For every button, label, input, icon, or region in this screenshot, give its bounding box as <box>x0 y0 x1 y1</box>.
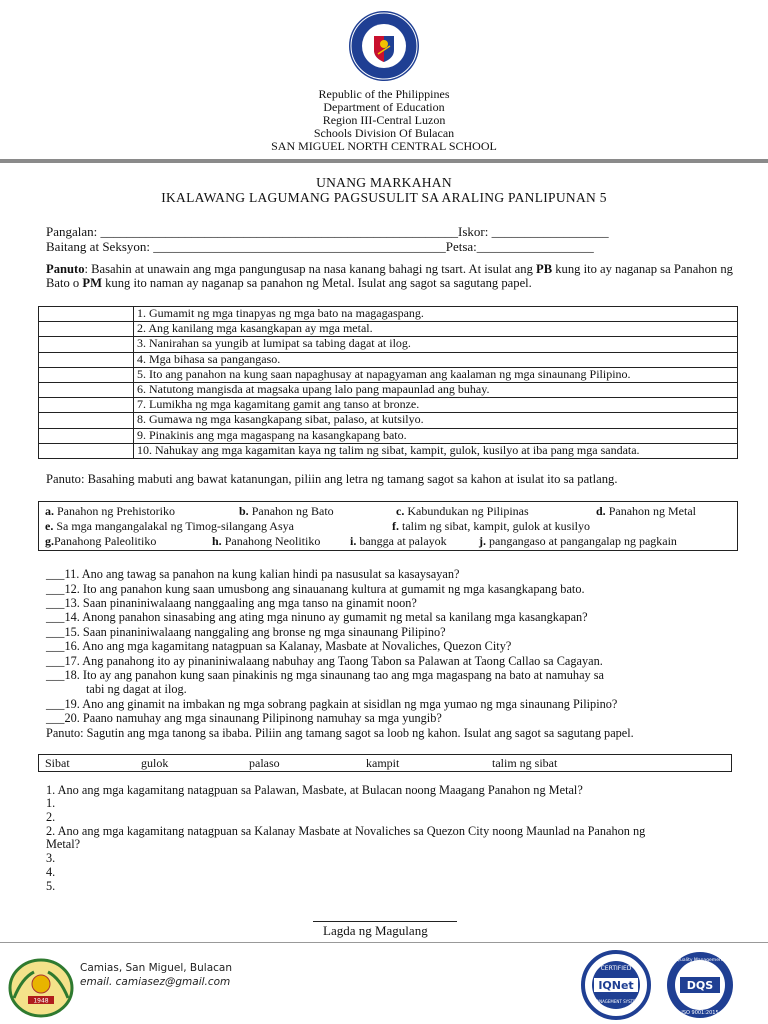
choice-text: Panahon ng Bato <box>248 504 334 518</box>
school-address: Camias, San Miguel, Bulacan <box>80 962 233 974</box>
question-19: ___19. Ano ang ginamit na imbakan ng mga sobrang pagkain at sisidlan ng mga yumao ng mga sinaunang Pilipino? <box>46 697 618 711</box>
choice-f <box>392 519 590 534</box>
statement: 8. Gumawa ng mga kasangkapang sibat, palaso, at kutsilyo. <box>134 413 738 428</box>
answer-line: 2. <box>46 810 56 824</box>
word-bank-item: gulok <box>141 756 169 770</box>
choice-letter: d. <box>596 504 606 518</box>
deped-seal-logo <box>348 10 420 82</box>
exam-quarter-title: UNANG MARKAHAN <box>316 175 452 190</box>
word-bank-item: palaso <box>249 756 280 770</box>
choice-letter: a. <box>45 504 54 518</box>
question-16: ___16. Ano ang mga kagamitang natagpuan sa Kalanay, Masbate at Novaliches, Quezon City? <box>46 639 512 653</box>
choice-a <box>45 504 175 519</box>
choice-letter: c. <box>396 504 405 518</box>
table-row <box>39 322 738 337</box>
part2-instruction: Panuto: Basahing mabuti ang bawat katanungan, piliin ang letra ng tamang sagot sa kahon at isulat ito sa patlang. <box>46 472 618 486</box>
table-row <box>39 382 738 397</box>
grade-date-field: Baitang at Seksyon: _____________________________________________Petsa:__________________ <box>46 239 594 254</box>
question-11: ___11. Ano ang tawag sa panahon na kung kalian hindi pa nasusulat sa kasaysayan? <box>46 567 460 581</box>
table-row <box>39 307 738 322</box>
part1-text-a: : Basahin at unawain ang mga pangungusap na nasa kanang bahagi ng tsart. At isulat ang <box>84 262 537 276</box>
answer-cell[interactable] <box>39 428 134 443</box>
answer-cell[interactable] <box>39 382 134 397</box>
school-logo-year: 1948 <box>33 997 49 1005</box>
choice-text: bangga at palayok <box>356 534 447 548</box>
pm-code: PM <box>82 276 102 290</box>
cert1-top-text: CERTIFIED <box>600 965 632 972</box>
statement: 6. Natutong mangisda at magsaka upang lalo pang mapaunlad ang buhay. <box>134 382 738 397</box>
question-13: ___13. Saan pinaniniwalaang nanggaaling ang mga tanso na ginamit noon? <box>46 596 417 610</box>
answer-cell[interactable] <box>39 367 134 382</box>
choice-letter: e. <box>45 519 54 533</box>
table-row <box>39 398 738 413</box>
word-bank-item: talim ng sibat <box>492 756 558 770</box>
choice-letter: g. <box>45 534 54 548</box>
choice-letter: j. <box>479 534 486 548</box>
statement: 1. Gumamit ng mga tinapyas ng mga bato na magagaspang. <box>134 307 738 322</box>
part1-instruction <box>46 262 736 290</box>
statement: 10. Nahukay ang mga kagamitan kaya ng talim ng sibat, kampit, gulok, kusilyo at iba pang mga sandata. <box>134 443 738 458</box>
table-row <box>39 413 738 428</box>
school-logo <box>8 958 74 1018</box>
question-14: ___14. Anong panahon sinasabing ang ating mga ninuno ay gumamit ng metal sa kanilang mga kasangkapan? <box>46 610 588 624</box>
table-row <box>39 428 738 443</box>
cert2-top-text: Quality Management <box>676 958 724 963</box>
part3-question-2-continued: Metal? <box>46 837 81 851</box>
answer-line: 5. <box>46 879 56 893</box>
question-20: ___20. Paano namuhay ang mga sinaunang Pilipinong namuhay sa mga yungib? <box>46 711 442 725</box>
choice-text: talim ng sibat, kampit, gulok at kusilyo <box>399 519 590 533</box>
answer-cell[interactable] <box>39 413 134 428</box>
part3-question-2: 2. Ano ang mga kagamitang natagpuan sa Kalanay Masbate at Novaliches sa Quezon City noong Maunlad na Panahon ng <box>46 824 646 838</box>
header-division: Schools Division Of Bulacan <box>313 126 455 140</box>
cert1-mid-text: IQNet <box>598 979 634 992</box>
header-republic: Republic of the Philippines <box>318 87 450 101</box>
statement: 5. Ito ang panahon na kung saan napaghusay at napagyaman ang kaalaman ng mga sinaunang Pilipino. <box>134 367 738 382</box>
table-row <box>39 337 738 352</box>
question-15: ___15. Saan pinaniniwalaang nanggaling ang bronse ng mga sinaunang Pilipino? <box>46 625 446 639</box>
cert2-mid-text: DQS <box>686 979 714 992</box>
statement: 7. Lumikha ng mga kagamitang gamit ang tanso at bronze. <box>134 398 738 413</box>
choice-text: Panahon ng Prehistoriko <box>54 504 175 518</box>
cert1-bottom-text: MANAGEMENT SYSTEM <box>592 999 640 1004</box>
choice-g <box>45 534 156 549</box>
statement: 2. Ang kanilang mga kasangkapan ay mga metal. <box>134 322 738 337</box>
school-name: SAN MIGUEL NORTH CENTRAL SCHOOL <box>271 139 497 153</box>
choice-text: Sa mga mangangalakal ng Timog-silangang Asya <box>53 519 294 533</box>
iqnet-certified-logo <box>580 950 652 1020</box>
exam-title: IKALAWANG LAGUMANG PAGSUSULIT SA ARALING PANLIPUNAN 5 <box>161 190 607 205</box>
choice-letter: f. <box>392 519 399 533</box>
choice-c <box>396 504 529 519</box>
choice-h <box>212 534 320 549</box>
dqs-iso-logo <box>664 950 736 1020</box>
signature-label: Lagda ng Magulang <box>323 923 428 938</box>
answer-cell[interactable] <box>39 337 134 352</box>
choice-letter: h. <box>212 534 222 548</box>
choice-e <box>45 519 294 534</box>
choice-b <box>239 504 334 519</box>
signature-line <box>313 921 457 922</box>
answer-line: 3. <box>46 851 56 865</box>
choice-letter: b. <box>239 504 249 518</box>
statement: 3. Nanirahan sa yungib at lumipat sa tabing dagat at ilog. <box>134 337 738 352</box>
choice-text: pangangaso at pangangalap ng pagkain <box>486 534 677 548</box>
part1-text-b: kung ito ay naganap sa Panahon ng Bato o <box>46 262 733 290</box>
part3-question-1: 1. Ano ang mga kagamitang natagpuan sa Palawan, Masbate, at Bulacan noong Maagang Panahon ng Metal? <box>46 783 583 797</box>
table-row <box>39 443 738 458</box>
part1-table <box>38 306 738 459</box>
part3-instruction: Panuto: Sagutin ang mga tanong sa ibaba. Piliin ang tamang sagot sa loob ng kahon. Isulat ang sagot sa sagutang papel. <box>46 726 634 740</box>
statement: 4. Mga bihasa sa pangangaso. <box>134 352 738 367</box>
word-bank-box <box>38 754 732 772</box>
choice-d <box>596 504 696 519</box>
table-row <box>39 352 738 367</box>
statement: 9. Pinakinis ang mga magaspang na kasangkapang bato. <box>134 428 738 443</box>
cert2-bottom-text: ISO 9001:2015 <box>681 1010 719 1016</box>
question-17: ___17. Ang panahong ito ay pinaniniwalaang nabuhay ang Taong Tabon sa Palawan at Taong Callao sa Cagayan. <box>46 654 603 668</box>
header-department: Department of Education <box>323 100 445 114</box>
word-bank-item: Sibat <box>45 756 70 770</box>
choice-text: Kabundukan ng Pilipinas <box>404 504 529 518</box>
word-bank-item: kampit <box>366 756 400 770</box>
part1-label: Panuto <box>46 262 85 276</box>
school-email[interactable]: email. camiasez@gmail.com <box>80 976 231 988</box>
answer-cell[interactable] <box>39 398 134 413</box>
choice-text: Panahong Paleolitiko <box>54 534 157 548</box>
footer-divider <box>0 942 768 943</box>
question-18: ___18. Ito ay ang panahon kung saan pinakinis ng mga sinaunang tao ang mga magaspang na bato at namuhay sa <box>46 668 605 682</box>
answer-cell[interactable] <box>39 307 134 322</box>
part1-text-c: kung ito naman ay naganap sa panahon ng Metal. Isulat ang sagot sa sagutang papel. <box>101 276 532 290</box>
answer-cell[interactable] <box>39 352 134 367</box>
table-row <box>39 367 738 382</box>
question-12: ___12. Ito ang panahon kung saan umusbong ang sinauanang kultura at gumamit ng mga kasangkapang bato. <box>46 582 585 596</box>
answer-line: 1. <box>46 796 56 810</box>
name-score-field: Pangalan: _______________________________________________________Iskor: __________________ <box>46 224 609 239</box>
choice-text: Panahong Neolitiko <box>221 534 321 548</box>
answer-cell[interactable] <box>39 322 134 337</box>
header-region: Region III-Central Luzon <box>322 113 446 127</box>
choice-text: Panahon ng Metal <box>605 504 697 518</box>
choice-i <box>350 534 447 549</box>
pb-code: PB <box>536 262 553 276</box>
choice-j <box>479 534 677 549</box>
answer-line: 4. <box>46 865 56 879</box>
answer-cell[interactable] <box>39 443 134 458</box>
choices-box <box>38 501 738 551</box>
choice-letter: i. <box>350 534 357 548</box>
header-divider <box>0 159 768 163</box>
question-18-continued: tabi ng dagat at ilog. <box>86 682 187 696</box>
